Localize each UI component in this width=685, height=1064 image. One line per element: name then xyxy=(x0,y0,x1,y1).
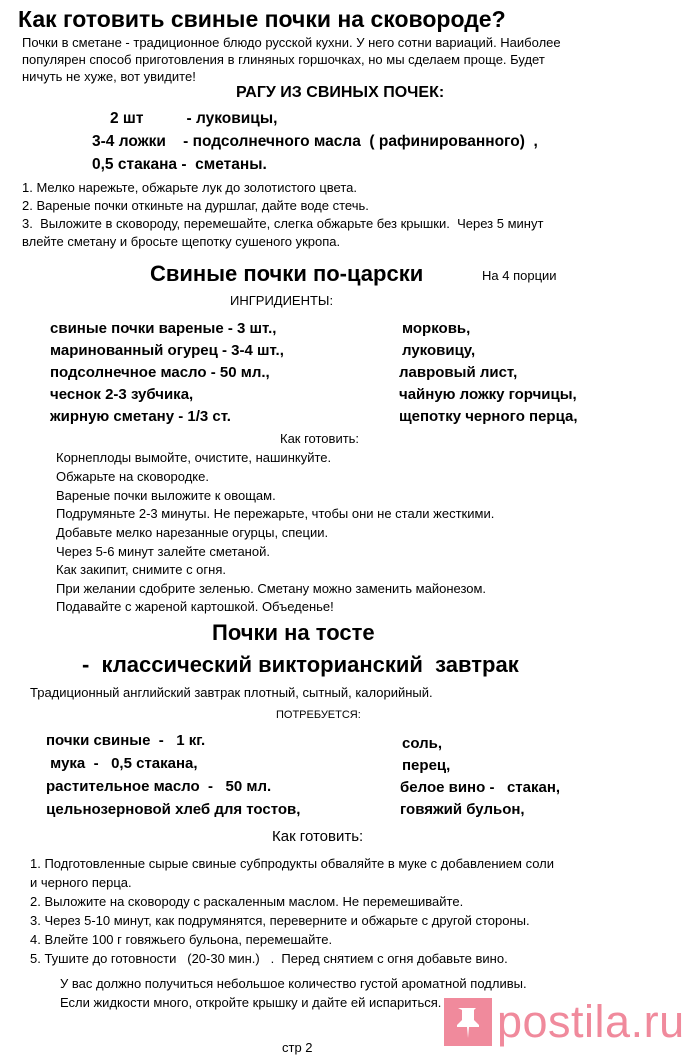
recipe1-ingredient: 3-4 ложки - подсолнечного масла ( рафинированного) , xyxy=(92,133,538,150)
recipe2-ingredient: маринованный огурец - 3-4 шт., xyxy=(50,342,284,359)
recipe3-ingredient: перец, xyxy=(402,757,451,774)
recipe1-title: РАГУ ИЗ СВИНЫХ ПОЧЕК: xyxy=(236,84,445,101)
recipe3-ingredient: белое вино - стакан, xyxy=(400,779,561,796)
recipe1-step: 3. Выложите в сковороду, перемешайте, слегка обжарьте без крышки. Через 5 минут xyxy=(22,216,544,231)
recipe2-step: Подавайте с жареной картошкой. Объеденье! xyxy=(56,599,334,614)
recipe2-ingredient: чеснок 2-3 зубчика, xyxy=(50,386,194,403)
recipe1-step: влейте сметану и бросьте щепотку сушеного укропа. xyxy=(22,234,341,249)
intro-line-1: Почки в сметане - традиционное блюдо русской кухни. У него сотни вариаций. Наиболее xyxy=(22,35,561,50)
recipe3-ingredient: соль, xyxy=(402,735,443,752)
recipe2-step: Корнеплоды вымойте, очистите, нашинкуйте. xyxy=(56,450,332,465)
recipe2-step: Как закипит, снимите с огня. xyxy=(56,562,226,577)
recipe3-intro: Традиционный английский завтрак плотный, сытный, калорийный. xyxy=(30,685,433,700)
recipe2-ingredient: свиные почки вареные - 3 шт., xyxy=(50,320,277,337)
recipe3-ingredient: мука - 0,5 стакана, xyxy=(46,755,198,772)
recipe3-ingredient: растительное масло - 50 мл. xyxy=(46,778,272,795)
recipe3-step: и черного перца. xyxy=(30,875,132,890)
recipe3-step: 5. Тушите до готовности (20-30 мин.) . Перед снятием с огня добавьте вино. xyxy=(30,951,508,966)
recipe3-ingredient: говяжий бульон, xyxy=(400,801,525,818)
recipe3-how-heading: Как готовить: xyxy=(272,828,364,845)
recipe3-step: 2. Выложите на сковороду с раскаленным маслом. Не перемешивайте. xyxy=(30,894,464,909)
recipe2-how-heading: Как готовить: xyxy=(280,431,360,446)
recipe2-ingredients-heading: ИНГРИДИЕНТЫ: xyxy=(230,293,334,308)
recipe1-step: 2. Вареные почки откиньте на дуршлаг, дайте воде стечь. xyxy=(22,198,369,213)
recipe2-ingredient: морковь, xyxy=(402,320,471,337)
recipe3-ingredient: почки свиные - 1 кг. xyxy=(46,732,206,749)
pin-icon xyxy=(452,1004,484,1040)
recipe2-ingredient: подсолнечное масло - 50 мл., xyxy=(50,364,270,381)
recipe2-ingredient: луковицу, xyxy=(402,342,476,359)
recipe2-ingredient: лавровый лист, xyxy=(399,364,518,381)
recipe3-needed-heading: ПОТРЕБУЕТСЯ: xyxy=(276,709,361,721)
recipe3-outro: Если жидкости много, откройте крышку и дайте ей испариться. xyxy=(60,995,442,1010)
recipe1-ingredient: 0,5 стакана - сметаны. xyxy=(92,156,267,173)
recipe3-step: 4. Влейте 100 г говяжьего бульона, перемешайте. xyxy=(30,932,333,947)
recipe3-subtitle: - классический викторианский завтрак xyxy=(82,652,519,677)
watermark-text: postila.ru xyxy=(497,996,685,1047)
recipe2-portions: На 4 порции xyxy=(482,268,557,283)
recipe2-ingredient: жирную сметану - 1/3 ст. xyxy=(50,408,231,425)
recipe2-ingredient: щепотку черного перца, xyxy=(399,408,578,425)
recipe3-step: 1. Подготовленные сырые свиные субпродукты обваляйте в муке с добавлением соли xyxy=(30,856,555,871)
intro-line-2: популярен способ приготовления в глиняных горшочках, но мы сделаем проще. Будет xyxy=(22,52,545,67)
page-title: Как готовить свиные почки на сковороде? xyxy=(18,6,506,32)
recipe2-step: При желании сдобрите зеленью. Сметану можно заменить майонезом. xyxy=(56,581,487,596)
recipe2-step: Обжарьте на сковородке. xyxy=(56,469,209,484)
recipe1-step: 1. Мелко нарежьте, обжарьте лук до золотистого цвета. xyxy=(22,180,357,195)
recipe2-ingredient: чайную ложку горчицы, xyxy=(399,386,577,403)
recipe2-step: Вареные почки выложите к овощам. xyxy=(56,488,276,503)
intro-line-3: ничуть не хуже, вот увидите! xyxy=(22,69,196,84)
recipe2-step: Добавьте мелко нарезанные огурцы, специи. xyxy=(56,525,329,540)
recipe3-title: Почки на тосте xyxy=(212,620,375,645)
recipe1-ingredient: 2 шт - луковицы, xyxy=(110,110,278,127)
recipe3-ingredient: цельнозерновой хлеб для тостов, xyxy=(42,801,301,818)
page-number: стр 2 xyxy=(282,1040,313,1055)
recipe3-outro: У вас должно получиться небольшое количество густой ароматной подливы. xyxy=(60,976,527,991)
recipe2-step: Через 5-6 минут залейте сметаной. xyxy=(56,544,270,559)
recipe2-step: Подрумяньте 2-3 минуты. Не пережарьте, чтобы они не стали жесткими. xyxy=(56,506,495,521)
recipe3-step: 3. Через 5-10 минут, как подрумянятся, переверните и обжарьте с другой стороны. xyxy=(30,913,530,928)
recipe2-title: Свиные почки по-царски xyxy=(150,261,424,286)
